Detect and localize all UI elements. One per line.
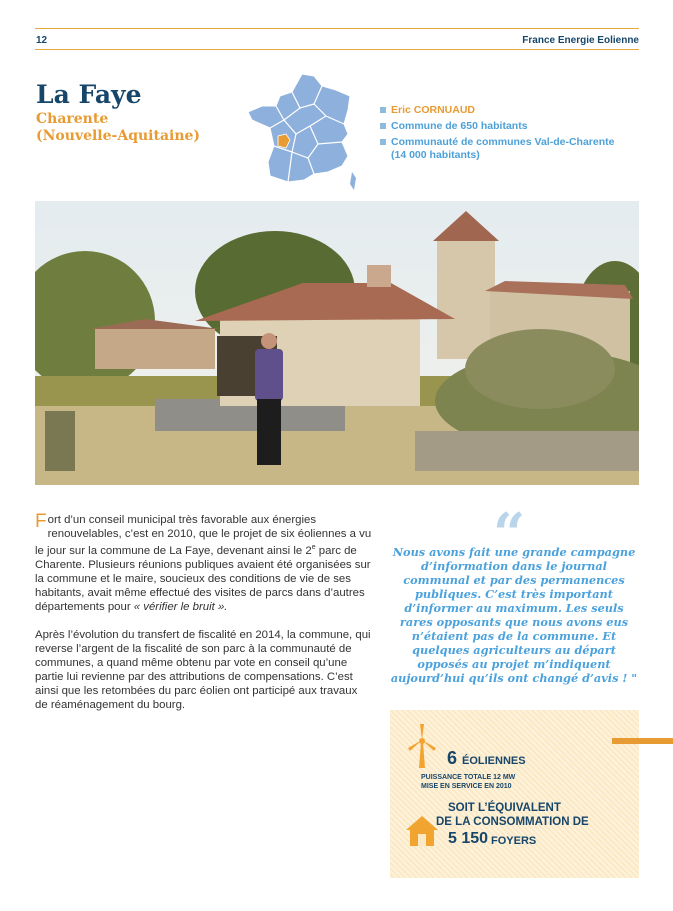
accent-bar bbox=[612, 738, 673, 744]
equivalent-line-2: DE LA CONSOMMATION DE bbox=[436, 816, 589, 828]
header-rule-top bbox=[35, 28, 639, 29]
article-paragraph-1: Fort d’un conseil municipal très favorable aux énergies renouvelables, c’est en 2010, que le projet de six éoliennes a vu le jour sur la commune de La Faye, devenant ainsi le 2e parc de Charente. Plusieurs réunions publiques avaient été organisées sur la commune et le maire, soucieux des conditions de vie de ses habitants, avait même effectué des visites de parcs dans d’autres départements pour « vérifier le bruit ». bbox=[35, 511, 372, 613]
info-community: Communauté de communes Val-de-Charente (14 000 habitants) bbox=[380, 136, 640, 162]
article-body bbox=[35, 513, 373, 726]
house-icon bbox=[405, 814, 439, 848]
mayor-quote: Nous avons fait une grande campagne d’information dans le journal communal et par des permanences publiques. C’est très important d’informer au maximum. Les seuls rares opposants que nous avons eus n’étaient pas de la commune. Et quelques agriculteurs au départ opposés au projet m’indiquent aujourd’hui qu’ils ont changé d’avis ! " bbox=[390, 545, 638, 685]
turbines-count: 6 bbox=[447, 748, 458, 768]
subtitle-department: Charente bbox=[36, 111, 109, 127]
homes-label: FOYERS bbox=[491, 835, 537, 847]
quote-mark-icon: “ bbox=[493, 501, 526, 567]
page-number: 12 bbox=[36, 35, 48, 46]
article-paragraph-2: Après l’évolution du transfert de fiscalité en 2014, la commune, qui reverse l’argent de la fiscalité de son parc à la communauté de communes, a quand même obtenu par vote en conseil qu’une partie lui revienne par des attributions de compensations. C’est ainsi que les retombées du parc éolien ont participé aux travaux de réaménagement du bourg. bbox=[35, 628, 371, 711]
info-mayor bbox=[380, 104, 640, 117]
page-title: La Faye bbox=[36, 80, 142, 109]
publication-name: France Energie Eolienne bbox=[522, 35, 639, 46]
france-map-icon bbox=[248, 72, 358, 194]
power-text: PUISSANCE TOTALE 12 MW bbox=[421, 774, 516, 781]
subtitle-region: (Nouvelle-Aquitaine) bbox=[36, 128, 201, 144]
equivalent-line-1: SOIT L’ÉQUIVALENT bbox=[448, 802, 561, 814]
turbines-label: ÉOLIENNES bbox=[462, 755, 526, 767]
drop-cap: F bbox=[35, 511, 47, 532]
commune-info bbox=[380, 104, 640, 165]
homes-count: 5 150 bbox=[448, 830, 489, 847]
page-subtitle bbox=[36, 111, 200, 145]
info-population: Commune de 650 habitants bbox=[380, 120, 640, 133]
service-text: MISE EN SERVICE EN 2010 bbox=[421, 783, 512, 790]
header-rule-bottom bbox=[35, 49, 639, 50]
village-photo bbox=[35, 201, 639, 485]
wind-turbine-icon bbox=[405, 722, 439, 768]
mayor-name: Eric CORNUAUD bbox=[391, 104, 476, 116]
